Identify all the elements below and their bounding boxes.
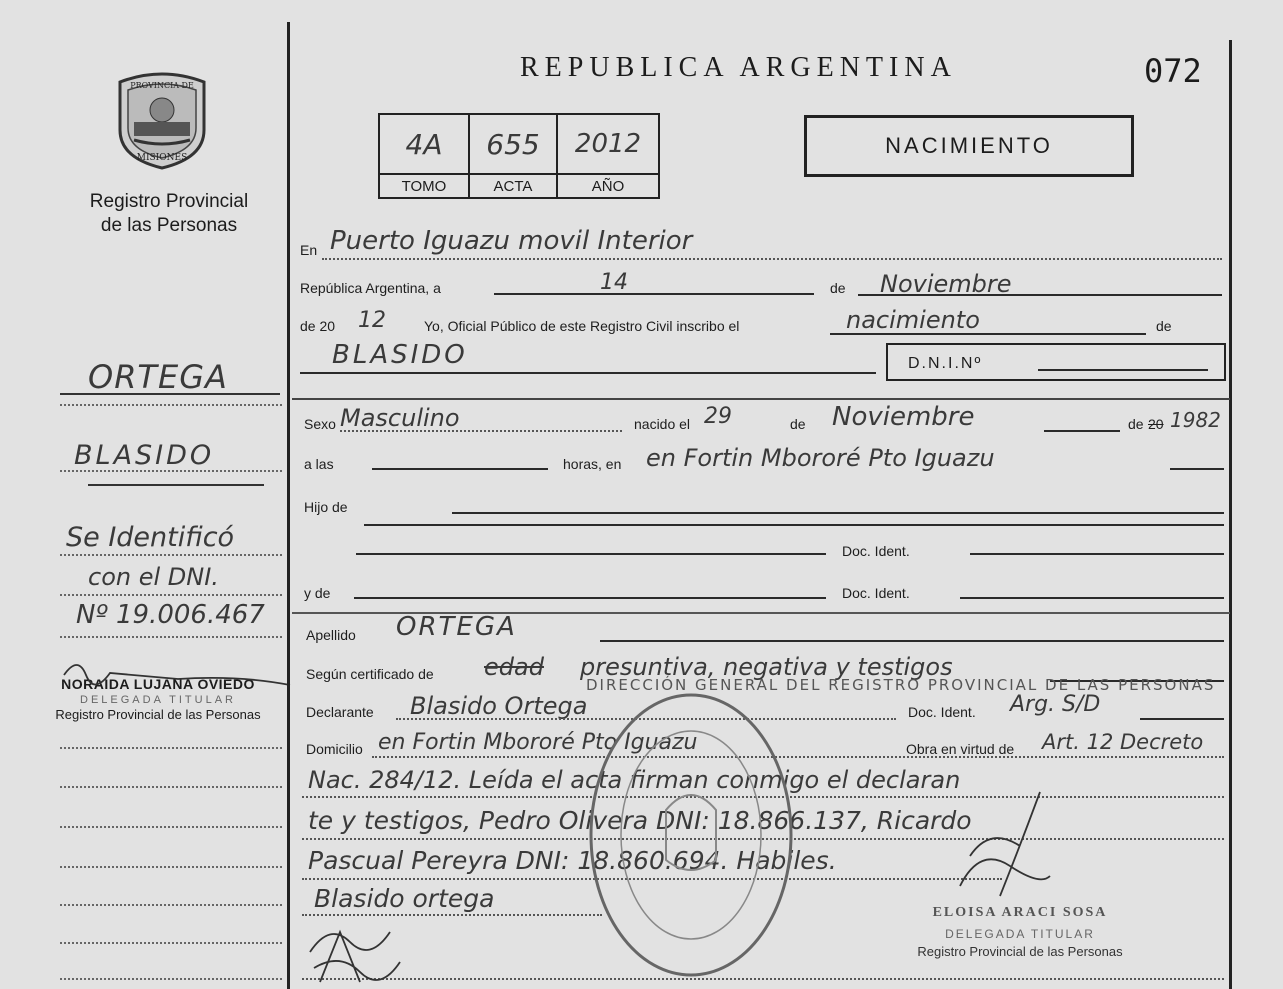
de-label-1: de — [830, 280, 846, 296]
birth-place-line — [1170, 468, 1224, 470]
surname-underline — [60, 393, 280, 395]
child-name: BLASIDO — [332, 340, 468, 370]
margin-note-2: con el DNI. — [88, 563, 219, 591]
margin-dots — [60, 978, 282, 980]
month-line — [858, 294, 1222, 296]
province-seal — [110, 70, 214, 170]
hour-line — [372, 468, 548, 470]
notes-line-1: Nac. 284/12. Leída el acta firman conmigo el declaran — [308, 766, 961, 794]
mother-line — [354, 597, 826, 599]
de-label-2: de — [1156, 318, 1172, 334]
dni-label: D.N.I.Nº — [908, 355, 983, 372]
day-line — [494, 293, 814, 295]
domicile: en Fortin Mbororé Pto Iguazu — [378, 730, 698, 755]
margin-signature — [58, 645, 298, 695]
anio-cell — [557, 114, 659, 174]
left-border — [287, 22, 290, 989]
stamp-role: DELEGADA TITULAR — [80, 694, 236, 706]
record-type: NACIMIENTO — [885, 133, 1053, 158]
tomo-cell — [379, 114, 469, 174]
margin-dots — [60, 786, 282, 788]
segun-label: Según certificado de — [306, 666, 434, 682]
sexo-label: Sexo — [304, 416, 336, 432]
domicile-line — [372, 756, 1224, 758]
obra-value: Art. 12 Decreto — [1042, 730, 1204, 754]
registry-title — [60, 190, 278, 238]
yde-label: y de — [304, 585, 331, 601]
birth-month-line — [1044, 430, 1120, 432]
en-label: En — [300, 242, 318, 258]
birth-year: 1982 — [1170, 408, 1221, 432]
act-type: nacimiento — [846, 306, 980, 334]
declarant-doc-line — [1140, 718, 1224, 720]
dni-line — [1038, 369, 1208, 371]
tomo-value: 4A — [405, 127, 443, 161]
stamp-name: NORAIDA LUJANA OVIEDO — [61, 676, 255, 692]
margin-dots — [60, 636, 282, 638]
year-label: de 20 — [300, 318, 336, 334]
father-doc-line — [356, 553, 826, 555]
surname-line — [600, 640, 1224, 642]
margin-dots — [60, 470, 282, 472]
day: 14 — [600, 270, 628, 295]
year-suffix: 12 — [358, 308, 386, 333]
place: Puerto Iguazu movil Interior — [330, 226, 693, 256]
alas-label: a las — [304, 456, 334, 472]
certificate: presuntiva, negativa y testigos — [580, 653, 953, 681]
margin-dots — [60, 942, 282, 944]
obra-label: Obra en virtud de — [906, 741, 1015, 757]
registry-line-1: Registro Provincial — [89, 191, 249, 212]
margin-name: BLASIDO — [74, 440, 215, 471]
folio-number: 072 — [1144, 52, 1202, 90]
acta-label: ACTA — [469, 174, 557, 198]
doc-ident-label-3: Doc. Ident. — [908, 704, 976, 720]
republica-label: República Argentina, a — [300, 280, 441, 296]
place-line — [322, 258, 1222, 260]
hijo-line — [452, 512, 1224, 514]
signer-name: ELOISA ARACI SOSA — [932, 905, 1108, 920]
official-stamp — [890, 905, 1150, 959]
margin-dots — [60, 866, 282, 868]
signer-role: DELEGADA TITULAR — [945, 927, 1095, 941]
notes-line-3: Pascual Pereyra DNI: 18.860.694. Habiles. — [308, 846, 837, 875]
dni-box — [886, 343, 1226, 381]
name-underline — [88, 484, 264, 486]
svg-text:DIRECCIÓN GENERAL DEL REGISTRO: DIRECCIÓN GENERAL DEL REGISTRO PROVINCIAL DE LAS PERSONAS — [586, 676, 1216, 694]
declarant-doc: Arg. S/D — [1010, 692, 1101, 717]
doc-ident-label-2: Doc. Ident. — [842, 585, 910, 601]
birth-month: Noviembre — [832, 402, 975, 432]
declarant: Blasido Ortega — [410, 692, 588, 720]
record-box — [378, 113, 660, 199]
child-name-line — [300, 372, 876, 374]
margin-dots — [60, 594, 282, 596]
margin-dots — [60, 554, 282, 556]
witness-signature — [300, 912, 410, 988]
margin-dots — [60, 904, 282, 906]
cert-struck: edad — [484, 653, 544, 681]
margin-dots — [60, 747, 282, 749]
birth-year-struck: 20 — [1148, 416, 1164, 432]
de-label-3: de — [790, 416, 806, 432]
acta-cell — [469, 114, 557, 174]
anio-value: 2012 — [574, 129, 642, 159]
right-border — [1229, 40, 1232, 989]
birth-day: 29 — [704, 404, 732, 429]
month: Noviembre — [880, 270, 1012, 298]
sex-line — [340, 430, 622, 432]
official-text: Yo, Oficial Público de este Registro Civil inscribo el — [424, 318, 740, 334]
domicilio-label: Domicilio — [306, 741, 363, 757]
margin-surname: ORTEGA — [88, 358, 228, 396]
tomo-label: TOMO — [379, 174, 469, 198]
notes-line-4: Blasido ortega — [314, 884, 495, 913]
birth-year-label: de — [1128, 416, 1144, 432]
anio-label: AÑO — [557, 174, 659, 198]
doc-ident-label-1: Doc. Ident. — [842, 543, 910, 559]
registry-line-2: de las Personas — [100, 215, 238, 236]
svg-text:PROVINCIA DE: PROVINCIA DE — [130, 81, 194, 90]
doc-ident-line-1 — [970, 553, 1224, 555]
declarante-label: Declarante — [306, 704, 374, 720]
act-type-line — [830, 333, 1146, 335]
acta-value: 655 — [486, 127, 540, 161]
svg-text:MISIONES: MISIONES — [136, 153, 188, 163]
margin-dots — [60, 826, 282, 828]
horas-label: horas, en — [563, 456, 622, 472]
margin-note-3: Nº 19.006.467 — [76, 600, 265, 630]
record-type-box — [804, 115, 1134, 177]
signer-registry: Registro Provincial de las Personas — [917, 944, 1123, 959]
hijo-label: Hijo de — [304, 499, 348, 515]
notes-line-2: te y testigos, Pedro Olivera DNI: 18.866.137, Ricardo — [308, 806, 972, 835]
section-rule — [292, 398, 1230, 400]
country-title: REPUBLICA ARGENTINA — [520, 52, 957, 83]
margin-dots — [60, 404, 282, 406]
surname: ORTEGA — [396, 612, 517, 642]
nacido-label: nacido el — [634, 416, 691, 432]
doc-ident-line-2 — [960, 597, 1224, 599]
hijo-line-2 — [364, 524, 1224, 526]
official-signature — [940, 786, 1060, 906]
apellido-label: Apellido — [306, 627, 356, 643]
birth-place: en Fortin Mbororé Pto Iguazu — [646, 444, 995, 472]
stamp-registry: Registro Provincial de las Personas — [55, 707, 261, 722]
sex: Masculino — [340, 404, 460, 432]
margin-note-1: Se Identificó — [66, 522, 235, 553]
